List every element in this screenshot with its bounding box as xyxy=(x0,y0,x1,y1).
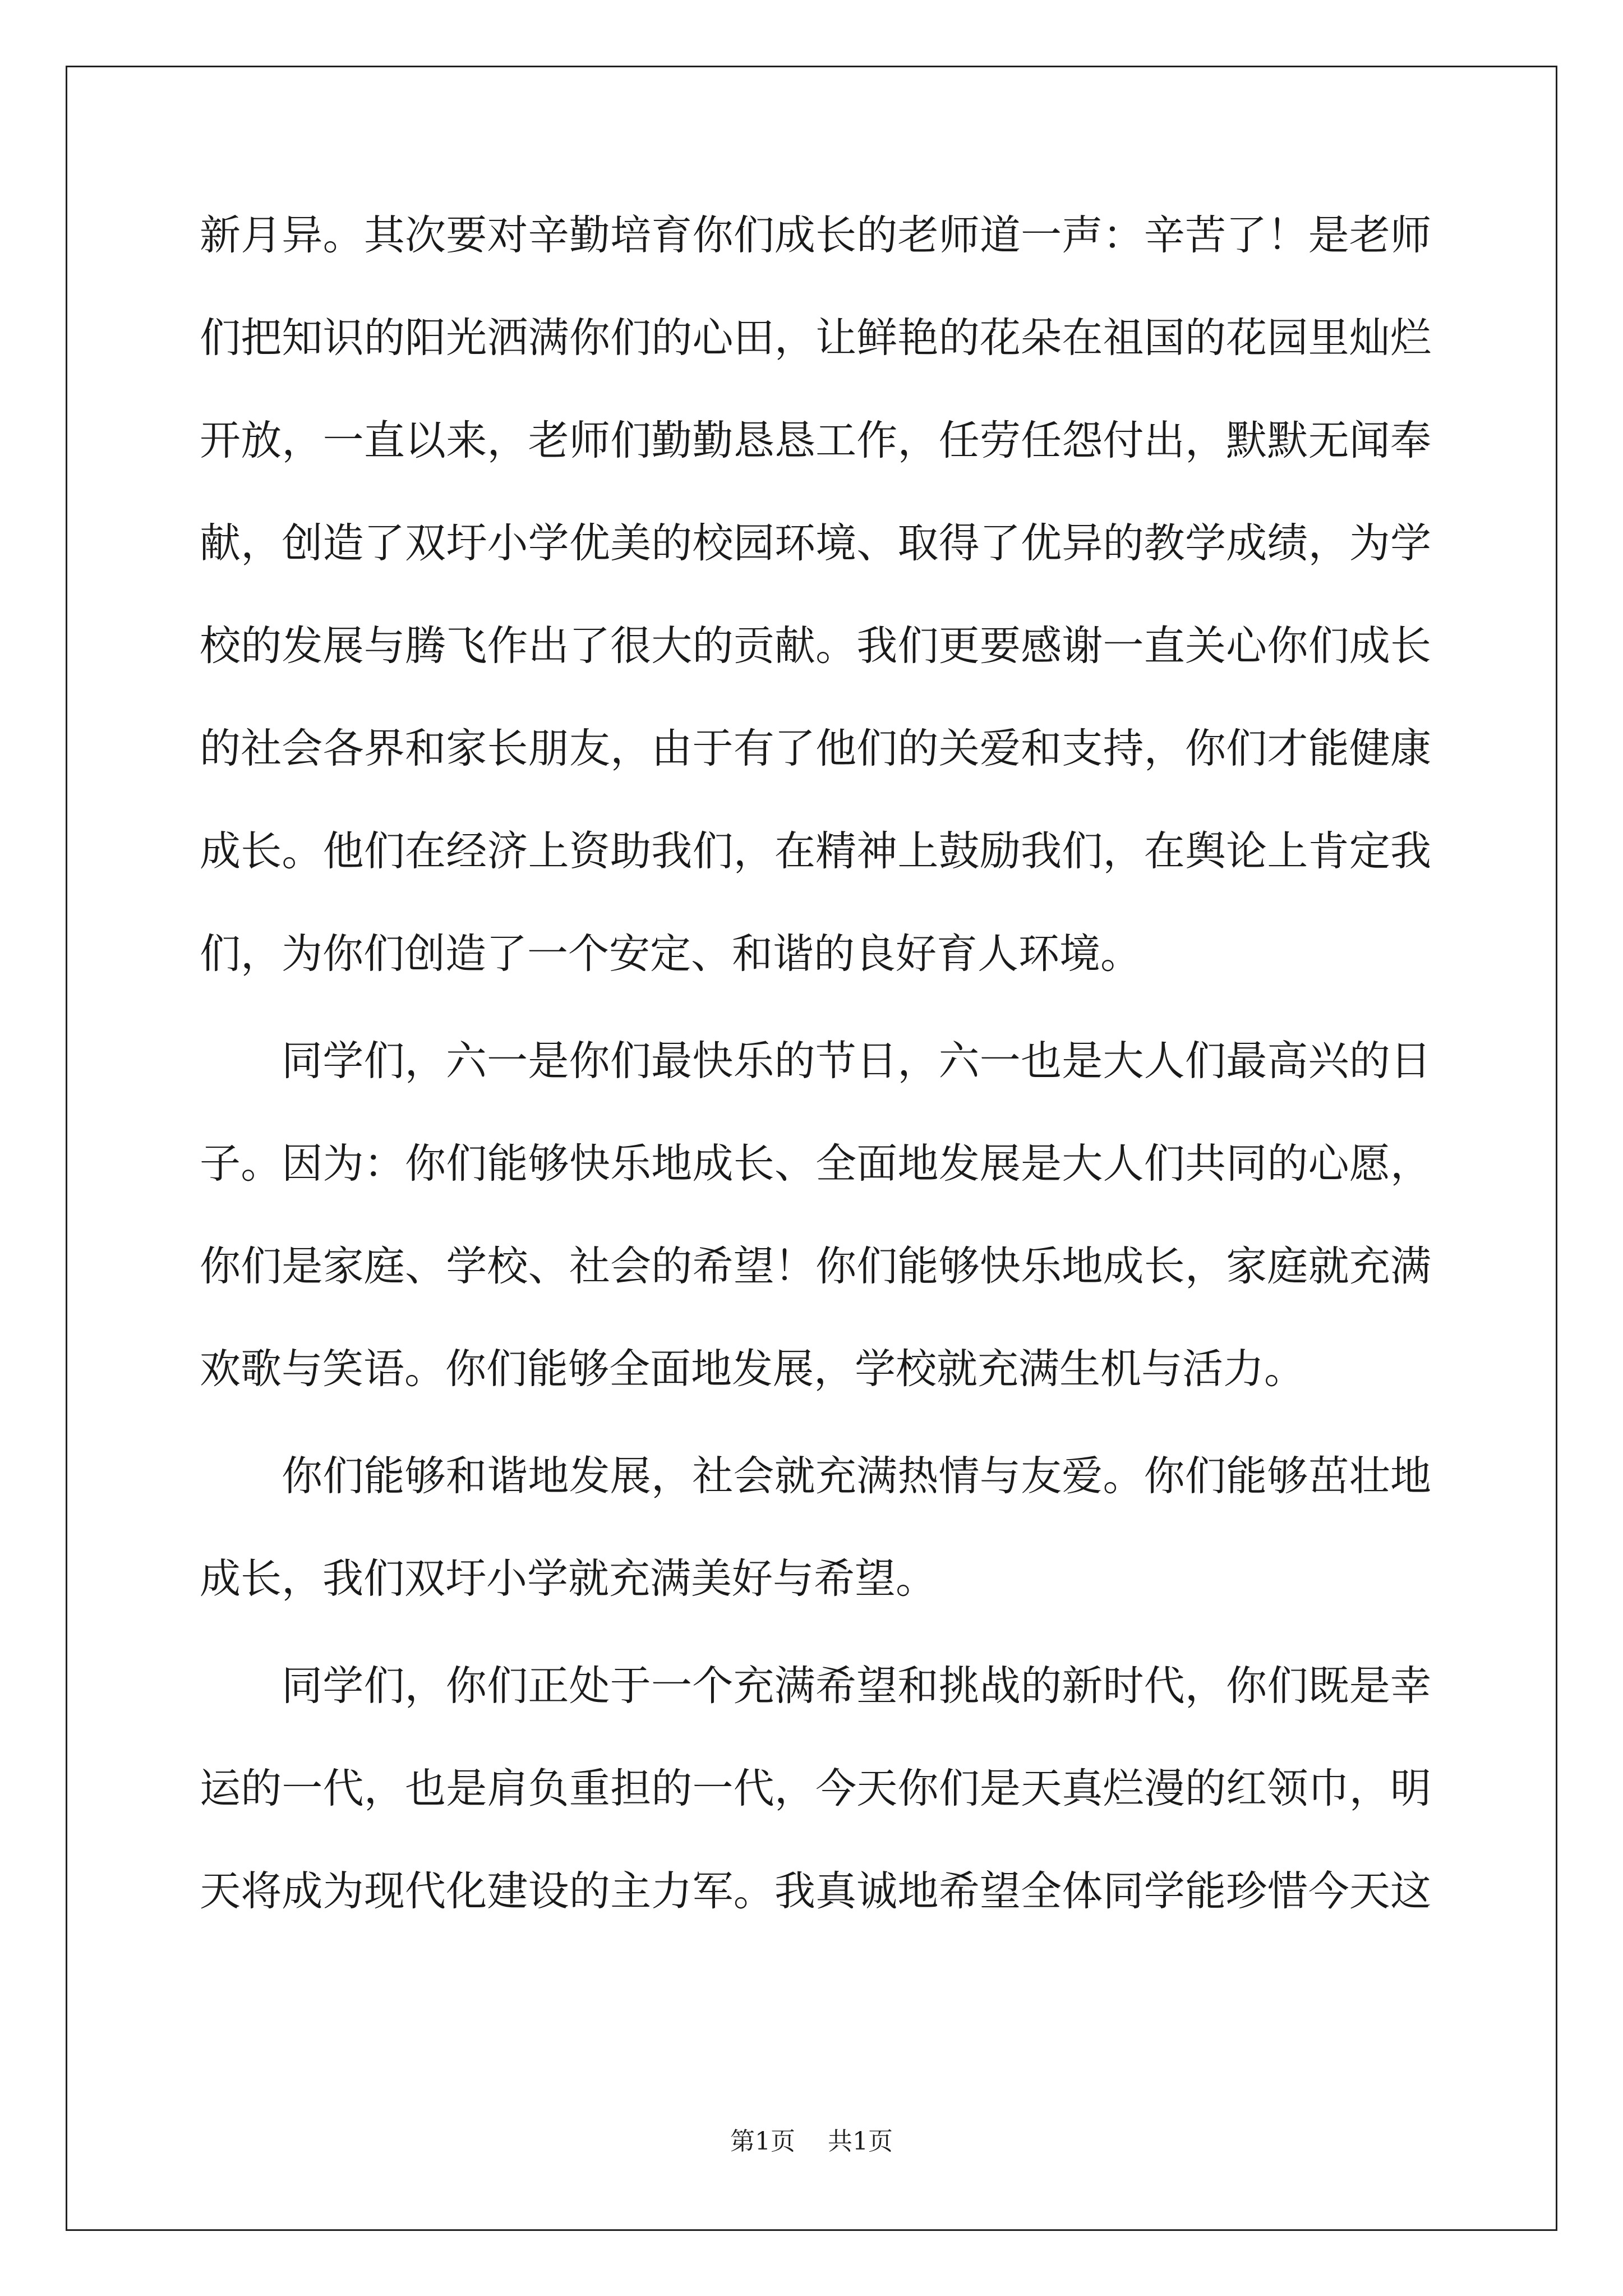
text-line: 运的一代，也是肩负重担的一代，今天你们是天真烂漫的红领巾，明 xyxy=(200,1765,1431,1812)
text-line: 成长。他们在经济上资助我们，在精神上鼓励我们，在舆论上肯定我 xyxy=(200,827,1431,875)
text-line: 天将成为现代化建设的主力军。我真诚地希望全体同学能珍惜今天这 xyxy=(200,1867,1431,1915)
page-number-total: 共1页 xyxy=(828,2127,893,2156)
text-line: 开放，一直以来，老师们勤勤恳恳工作，任劳任怨付出，默默无闻奉 xyxy=(200,417,1431,464)
text-line: 欢歌与笑语。你们能够全面地发展，学校就充满生机与活力。 xyxy=(200,1345,1305,1393)
text-line: 同学们，六一是你们最快乐的节日，六一也是大人们最高兴的日 xyxy=(282,1037,1431,1085)
text-line: 的社会各界和家长朋友，由于有了他们的关爱和支持，你们才能健康 xyxy=(200,725,1431,772)
text-line: 同学们，你们正处于一个充满希望和挑战的新时代，你们既是幸 xyxy=(282,1662,1431,1710)
text-line: 你们是家庭、学校、社会的希望！你们能够快乐地成长，家庭就充满 xyxy=(200,1243,1431,1290)
text-line: 们，为你们创造了一个安定、和谐的良好育人环境。 xyxy=(200,930,1141,978)
text-line: 们把知识的阳光洒满你们的心田，让鲜艳的花朵在祖国的花园里灿烂 xyxy=(200,314,1431,362)
text-line: 你们能够和谐地发展，社会就充满热情与友爱。你们能够茁壮地 xyxy=(282,1452,1431,1500)
text-line: 校的发展与腾飞作出了很大的贡献。我们更要感谢一直关心你们成长 xyxy=(200,622,1431,670)
page-footer xyxy=(0,2125,1623,2159)
text-line: 新月异。其次要对辛勤培育你们成长的老师道一声：辛苦了！是老师 xyxy=(200,211,1431,259)
text-line: 子。因为：你们能够快乐地成长、全面地发展是大人们共同的心愿， xyxy=(200,1140,1431,1188)
text-line: 成长，我们双圩小学就充满美好与希望。 xyxy=(200,1555,937,1603)
page-number-current: 第1页 xyxy=(730,2127,795,2156)
text-line: 献，创造了双圩小学优美的校园环境、取得了优异的教学成绩，为学 xyxy=(200,519,1431,567)
